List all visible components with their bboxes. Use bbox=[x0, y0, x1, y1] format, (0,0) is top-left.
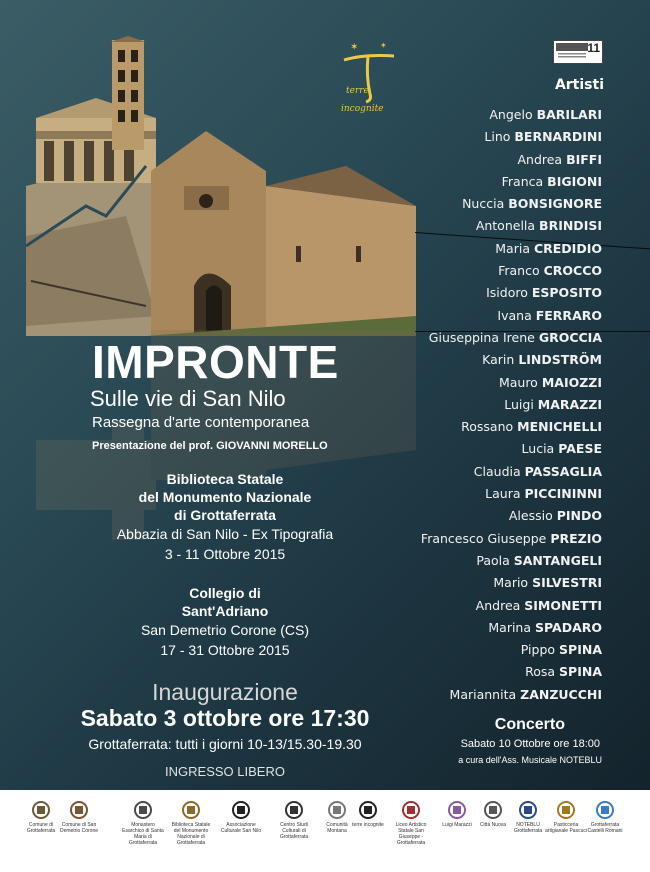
sponsor-name: Comune di Grottaferrata bbox=[26, 822, 56, 834]
artist-last-name: PINDO bbox=[556, 508, 602, 524]
artist-last-name: BIGIONI bbox=[547, 173, 602, 189]
mountain-logo-icon bbox=[327, 800, 347, 820]
artist-first-name: Andrea bbox=[517, 151, 563, 167]
sponsor-logo bbox=[507, 800, 549, 834]
sponsor-logo bbox=[347, 800, 389, 828]
artist-last-name: SANTANGELI bbox=[513, 552, 602, 568]
sponsor-name: Biblioteca Statale del Monumento Nazionale di Grottaferrata bbox=[171, 822, 211, 846]
sponsor-logo bbox=[122, 800, 164, 846]
venue-name: Sant'Adriano bbox=[181, 603, 269, 619]
artist-first-name: Pippo bbox=[520, 642, 556, 658]
artist-last-name: BERNARDINI bbox=[514, 129, 602, 145]
artist-first-name: Alessio bbox=[508, 508, 553, 524]
opening-hours: Grottaferrata: tutti i giorni 10-13/15.30-19.30 bbox=[88, 736, 362, 752]
music-logo-icon bbox=[518, 800, 538, 820]
artist-last-name: CROCCO bbox=[543, 263, 602, 279]
artist-item bbox=[362, 327, 602, 349]
artist-first-name: Isidoro bbox=[486, 285, 528, 301]
logo-text: terre bbox=[346, 86, 369, 96]
sponsor-name: Comune di San Demetrio Corone bbox=[59, 822, 99, 834]
artist-last-name: PAESE bbox=[558, 441, 602, 457]
monastery-emblem-icon bbox=[133, 800, 153, 820]
artist-last-name: BONSIGNORE bbox=[508, 196, 602, 212]
inauguration-date: Sabato 3 ottobre ore 17:30 bbox=[80, 705, 370, 731]
sponsor-name: Città Nuova bbox=[479, 822, 507, 828]
artist-item bbox=[362, 171, 602, 193]
sponsor-logo bbox=[58, 800, 100, 834]
concert-title: Concerto bbox=[494, 716, 565, 733]
sponsor-name: Grottaferrata Castelli Romani bbox=[587, 822, 623, 834]
artist-first-name: Francesco Giuseppe bbox=[420, 530, 547, 546]
school-logo-icon bbox=[401, 800, 421, 820]
artist-first-name: Lino bbox=[484, 129, 511, 145]
artist-last-name: GROCCIA bbox=[538, 329, 602, 345]
artist-last-name: PICCININNI bbox=[524, 486, 602, 502]
artist-last-name: BARILARI bbox=[536, 107, 602, 122]
artist-first-name: Antonella bbox=[475, 218, 536, 234]
sponsor-name: Pasticceria artigianale Pascuci bbox=[545, 822, 587, 834]
sponsor-logo bbox=[170, 800, 212, 846]
concert-date: Sabato 10 Ottobre ore 18:00 bbox=[460, 738, 600, 750]
artist-first-name: Rosa bbox=[525, 664, 556, 680]
inauguration-label: Inaugurazione bbox=[152, 679, 298, 705]
sponsor-name: Luigi Marazzi bbox=[442, 822, 472, 828]
artist-last-name: SILVESTRI bbox=[532, 575, 602, 591]
artist-first-name: Mariannita bbox=[449, 686, 517, 702]
artists-heading: Artisti bbox=[554, 77, 604, 93]
artist-first-name: Karin bbox=[482, 352, 515, 368]
event-badge bbox=[553, 40, 603, 64]
artist-item bbox=[362, 215, 602, 237]
venue-name: Collegio di bbox=[189, 585, 261, 601]
artist-first-name: Laura bbox=[485, 486, 521, 502]
artist-first-name: Paola bbox=[476, 552, 510, 568]
artist-first-name: Rossano bbox=[461, 419, 514, 435]
artist-first-name: Nuccia bbox=[462, 196, 505, 212]
artist-item bbox=[362, 416, 602, 438]
presenter-text: Presentazione del prof. GIOVANNI MORELLO bbox=[92, 440, 328, 452]
sponsor-name: terre incognite bbox=[352, 822, 384, 828]
artist-last-name: FERRARO bbox=[535, 307, 602, 323]
event-subtitle: Sulle vie di San Nilo bbox=[90, 386, 286, 411]
artist-item bbox=[362, 238, 602, 260]
artist-last-name: CREDIDIO bbox=[533, 240, 602, 256]
venue-name: Biblioteca Statale bbox=[166, 471, 284, 487]
tourism-logo-icon bbox=[595, 800, 615, 820]
artist-first-name: Ivana bbox=[497, 307, 532, 323]
venue-dates: 3 - 11 Ottobre 2015 bbox=[164, 546, 286, 562]
artist-first-name: Franca bbox=[501, 173, 544, 189]
sponsor-name: Comunità Montana bbox=[326, 822, 348, 834]
artist-item bbox=[362, 104, 602, 126]
pastry-logo-icon bbox=[556, 800, 576, 820]
city-logo-icon bbox=[483, 800, 503, 820]
artist-last-name: MENICHELLI bbox=[517, 419, 602, 435]
free-entry-text: INGRESSO LIBERO bbox=[165, 764, 285, 779]
sponsor-strip bbox=[0, 790, 650, 872]
artist-item bbox=[362, 260, 602, 282]
venue-name: del Monumento Nazionale bbox=[138, 489, 312, 505]
badge-number: 11 bbox=[587, 41, 600, 55]
sponsor-logo bbox=[220, 800, 262, 834]
sponsor-name: NOTEBLU Grottaferrata bbox=[513, 822, 543, 834]
artist-item bbox=[362, 305, 602, 327]
logo-text: incognite bbox=[341, 104, 384, 114]
artist-last-name: BIFFI bbox=[566, 151, 602, 167]
artist-first-name: Mario bbox=[493, 575, 529, 591]
artist-last-name: SPINA bbox=[559, 642, 602, 658]
sponsor-logo bbox=[584, 800, 626, 834]
sponsor-name: Liceo Artistico Statale San Giuseppe - Grottaferrata bbox=[395, 822, 427, 846]
svg-text:✶: ✶ bbox=[380, 41, 387, 50]
artist-last-name: PASSAGLIA bbox=[524, 463, 602, 479]
artist-last-name: SIMONETTI bbox=[524, 597, 602, 613]
sponsor-name: Centro Studi Culturali di Grottaferrata bbox=[279, 822, 309, 840]
sponsor-name: Associazione Culturale San Nilo bbox=[220, 822, 262, 834]
venue-address: Abbazia di San Nilo - Ex Tipografia bbox=[116, 526, 334, 542]
artist-last-name: MARAZZI bbox=[537, 396, 602, 412]
association-logo-icon bbox=[231, 800, 251, 820]
artist-first-name: Franco bbox=[498, 263, 540, 279]
artist-item bbox=[362, 349, 602, 371]
artist-item bbox=[362, 193, 602, 215]
library-emblem-icon bbox=[181, 800, 201, 820]
artist-last-name: SPINA bbox=[559, 664, 602, 680]
event-title: IMPRONTE bbox=[92, 336, 339, 388]
event-description: Rassegna d'arte contemporanea bbox=[92, 414, 310, 431]
artist-first-name: Lucia bbox=[521, 441, 555, 457]
artist-first-name: Luigi bbox=[504, 396, 534, 412]
sponsor-logo bbox=[20, 800, 62, 834]
venue-address: San Demetrio Corone (CS) bbox=[140, 622, 310, 638]
artist-last-name: LINDSTRÖM bbox=[518, 352, 602, 368]
artist-item bbox=[362, 282, 602, 304]
artist-first-name: Maria bbox=[495, 240, 530, 256]
terre-logo-icon bbox=[358, 800, 378, 820]
artist-item bbox=[362, 149, 602, 171]
artist-last-name: BRINDISI bbox=[539, 218, 602, 234]
sponsor-name: Monastero Esarchico di Santa Maria di Grottaferrata bbox=[122, 822, 164, 846]
artist-last-name: PREZIO bbox=[550, 530, 602, 546]
coat-of-arms-icon bbox=[31, 800, 51, 820]
center-logo-icon bbox=[284, 800, 304, 820]
artist-last-name: ZANZUCCHI bbox=[520, 686, 602, 702]
venue-grottaferrata bbox=[40, 470, 410, 564]
artist-last-name: SPADARO bbox=[535, 619, 602, 635]
badge-logo-icon bbox=[556, 43, 588, 61]
artist-last-name: ESPOSITO bbox=[531, 285, 602, 301]
coat-of-arms-icon bbox=[69, 800, 89, 820]
venue-dates: 17 - 31 Ottobre 2015 bbox=[160, 642, 290, 658]
artist-last-name: MAIOZZI bbox=[541, 374, 602, 390]
artist-first-name: Claudia bbox=[473, 463, 521, 479]
artist-item bbox=[362, 372, 602, 394]
artist-item bbox=[362, 438, 602, 460]
sponsor-logo bbox=[390, 800, 432, 846]
venue-san-demetrio bbox=[40, 584, 410, 660]
artist-first-name: Giuseppina Irene bbox=[428, 329, 535, 345]
artist-first-name: Andrea bbox=[475, 597, 521, 613]
venue-name: di Grottaferrata bbox=[174, 507, 276, 523]
artist-first-name: Angelo bbox=[489, 107, 533, 122]
letter-m-logo-icon bbox=[447, 800, 467, 820]
sponsor-logo bbox=[273, 800, 315, 840]
artist-first-name: Mauro bbox=[498, 374, 538, 390]
concert-organizer: a cura dell'Ass. Musicale NOTEBLU bbox=[458, 755, 602, 765]
svg-text:✶: ✶ bbox=[350, 42, 359, 53]
artist-first-name: Marina bbox=[488, 619, 532, 635]
sponsor-logo bbox=[545, 800, 587, 834]
artist-item bbox=[362, 126, 602, 148]
artist-item bbox=[362, 394, 602, 416]
